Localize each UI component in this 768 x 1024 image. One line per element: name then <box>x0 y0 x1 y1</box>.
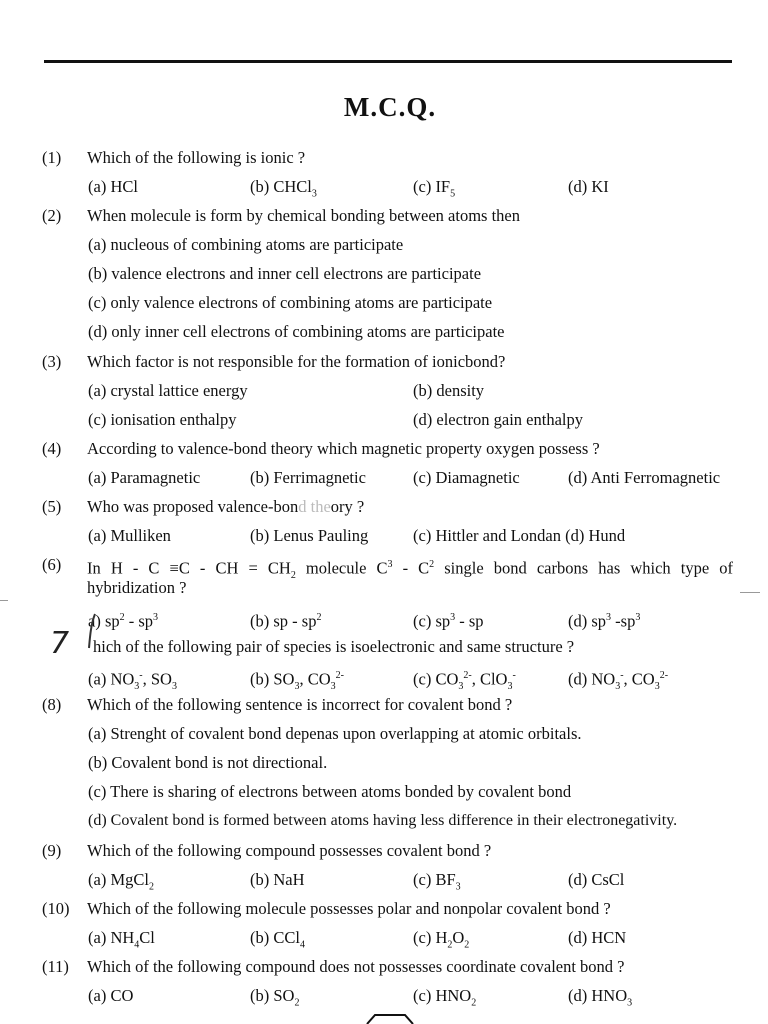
option-text: (b) valence electrons and inner cell electrons are participate <box>88 264 482 283</box>
question-number: (1) <box>42 148 62 167</box>
question-text: Which of the following is ionic ? <box>87 148 306 167</box>
question-text: When molecule is form by chemical bonding between atoms then <box>87 206 520 225</box>
option-d: (d) electron gain enthalpy <box>413 410 583 429</box>
option-d: (d) CsCl <box>568 870 625 889</box>
question-number: (3) <box>42 352 62 371</box>
option-c: (c) $IF_5$ <box>413 177 456 200</box>
option-c: (c) $CO_3^{2-}$, ClO$_3$- <box>413 669 516 692</box>
question-text: Which of the following sentence is incorrect for covalent bond ? <box>87 695 513 714</box>
option-d: (d) Anti Ferromagnetic <box>568 468 721 487</box>
question-text-continued: hybridization ? <box>87 578 187 597</box>
option-a: (a) HCl <box>88 177 138 196</box>
option-a: (a) Mulliken <box>88 526 171 545</box>
question-text: In H - C ≡C - CH = $CH_2$ molecule $C^3 - C^2$ single bond carbons has which type of <box>87 558 733 581</box>
question-number: (6) <box>42 555 62 574</box>
question-number: (9) <box>42 841 62 860</box>
question-text: According to valence-bond theory which magnetic property oxygen possess ? <box>87 439 600 458</box>
page-title: M.C.Q. <box>343 92 437 122</box>
scan-artifact <box>0 600 8 601</box>
question-text: Who was proposed valence-bond theory ? <box>87 497 365 516</box>
question-text: Which of the following compound possesses covalent bond ? <box>87 841 492 860</box>
option-a: (a) Paramagnetic <box>88 468 201 487</box>
option-c: (c) $sp^3$ - sp <box>413 611 484 631</box>
handwritten-number: 7 <box>50 626 70 661</box>
option-text: (d) Covalent bond is formed between atoms having less difference in their electronegativity. <box>88 812 678 829</box>
option-d: (d) $HNO_3$ <box>568 986 633 1009</box>
option-c: (c) $BF_3$ <box>413 870 461 893</box>
option-b: (b) NaH <box>250 870 305 889</box>
option-c: (c) $HNO_2$ <box>413 986 477 1009</box>
question-text: Which factor is not responsible for the formation of ionicbond? <box>87 352 506 371</box>
option-b: (b) CCl$_4$ <box>250 928 305 951</box>
option-d: (d) KI <box>568 177 609 196</box>
scan-artifact <box>740 592 760 593</box>
option-b: (b) $SO_2$ <box>250 986 300 1009</box>
option-a: (a) crystal lattice energy <box>88 381 248 400</box>
option-a: (a) $NO_3^-$, $SO_3$ <box>88 669 177 692</box>
question-number: (2) <box>42 206 62 225</box>
option-d: (d) $sp^3$ $-sp^3$ <box>568 611 641 631</box>
option-text: (c) only valence electrons of combining atoms are participate <box>88 293 493 312</box>
question-text: Which of the following molecule possesses polar and nonpolar covalent bond ? <box>87 899 611 918</box>
option-text: (a) Strenght of covalent bond depenas upon overlapping at atomic orbitals. <box>88 724 582 743</box>
option-b: (b) Lenus Pauling <box>250 526 369 545</box>
option-c: (c) Diamagnetic <box>413 468 520 487</box>
top-rule <box>44 60 732 63</box>
option-b: (b) $SO_3$, $CO_3^{2-}$ <box>250 669 344 692</box>
option-a: (a) $NH_4Cl$ <box>88 928 155 951</box>
option-b: (b) sp - $sp^2$ <box>250 611 322 631</box>
question-number: (4) <box>42 439 62 458</box>
option-text: (b) Covalent bond is not directional. <box>88 753 328 772</box>
option-c-d: (c) Hittler and Londan (d) Hund <box>413 526 626 545</box>
option-a: (a) MgCl$_2$ <box>88 870 154 893</box>
option-c: (c) $H_2O_2$ <box>413 928 470 951</box>
option-a: (a) CO <box>88 986 134 1005</box>
option-text: (c) There is sharing of electrons between atoms bonded by covalent bond <box>88 782 572 801</box>
page-number-frame <box>365 1014 415 1024</box>
option-d: (d) $NO_3^-$, $CO_3^{2-}$ <box>568 669 669 692</box>
option-b: (b) density <box>413 381 485 400</box>
question-text: Which of the following compound does not possesses coordinate covalent bond ? <box>87 957 625 976</box>
option-b: (b) Ferrimagnetic <box>250 468 366 487</box>
option-text: (a) nucleous of combining atoms are participate <box>88 235 404 254</box>
option-d: (d) HCN <box>568 928 627 947</box>
question-number: (10) <box>42 899 70 918</box>
option-c: (c) ionisation enthalpy <box>88 410 237 429</box>
option-a: a) $sp^2 - sp^3$ <box>88 611 159 631</box>
question-text: hich of the following pair of species is isoelectronic and same structure ? <box>93 637 575 656</box>
option-text: (d) only inner cell electrons of combining atoms are participate <box>88 322 505 341</box>
question-number: (11) <box>42 957 69 976</box>
option-b: (b) CHCl$_3$ <box>250 177 317 200</box>
question-number: (5) <box>42 497 62 516</box>
question-number: (8) <box>42 695 62 714</box>
